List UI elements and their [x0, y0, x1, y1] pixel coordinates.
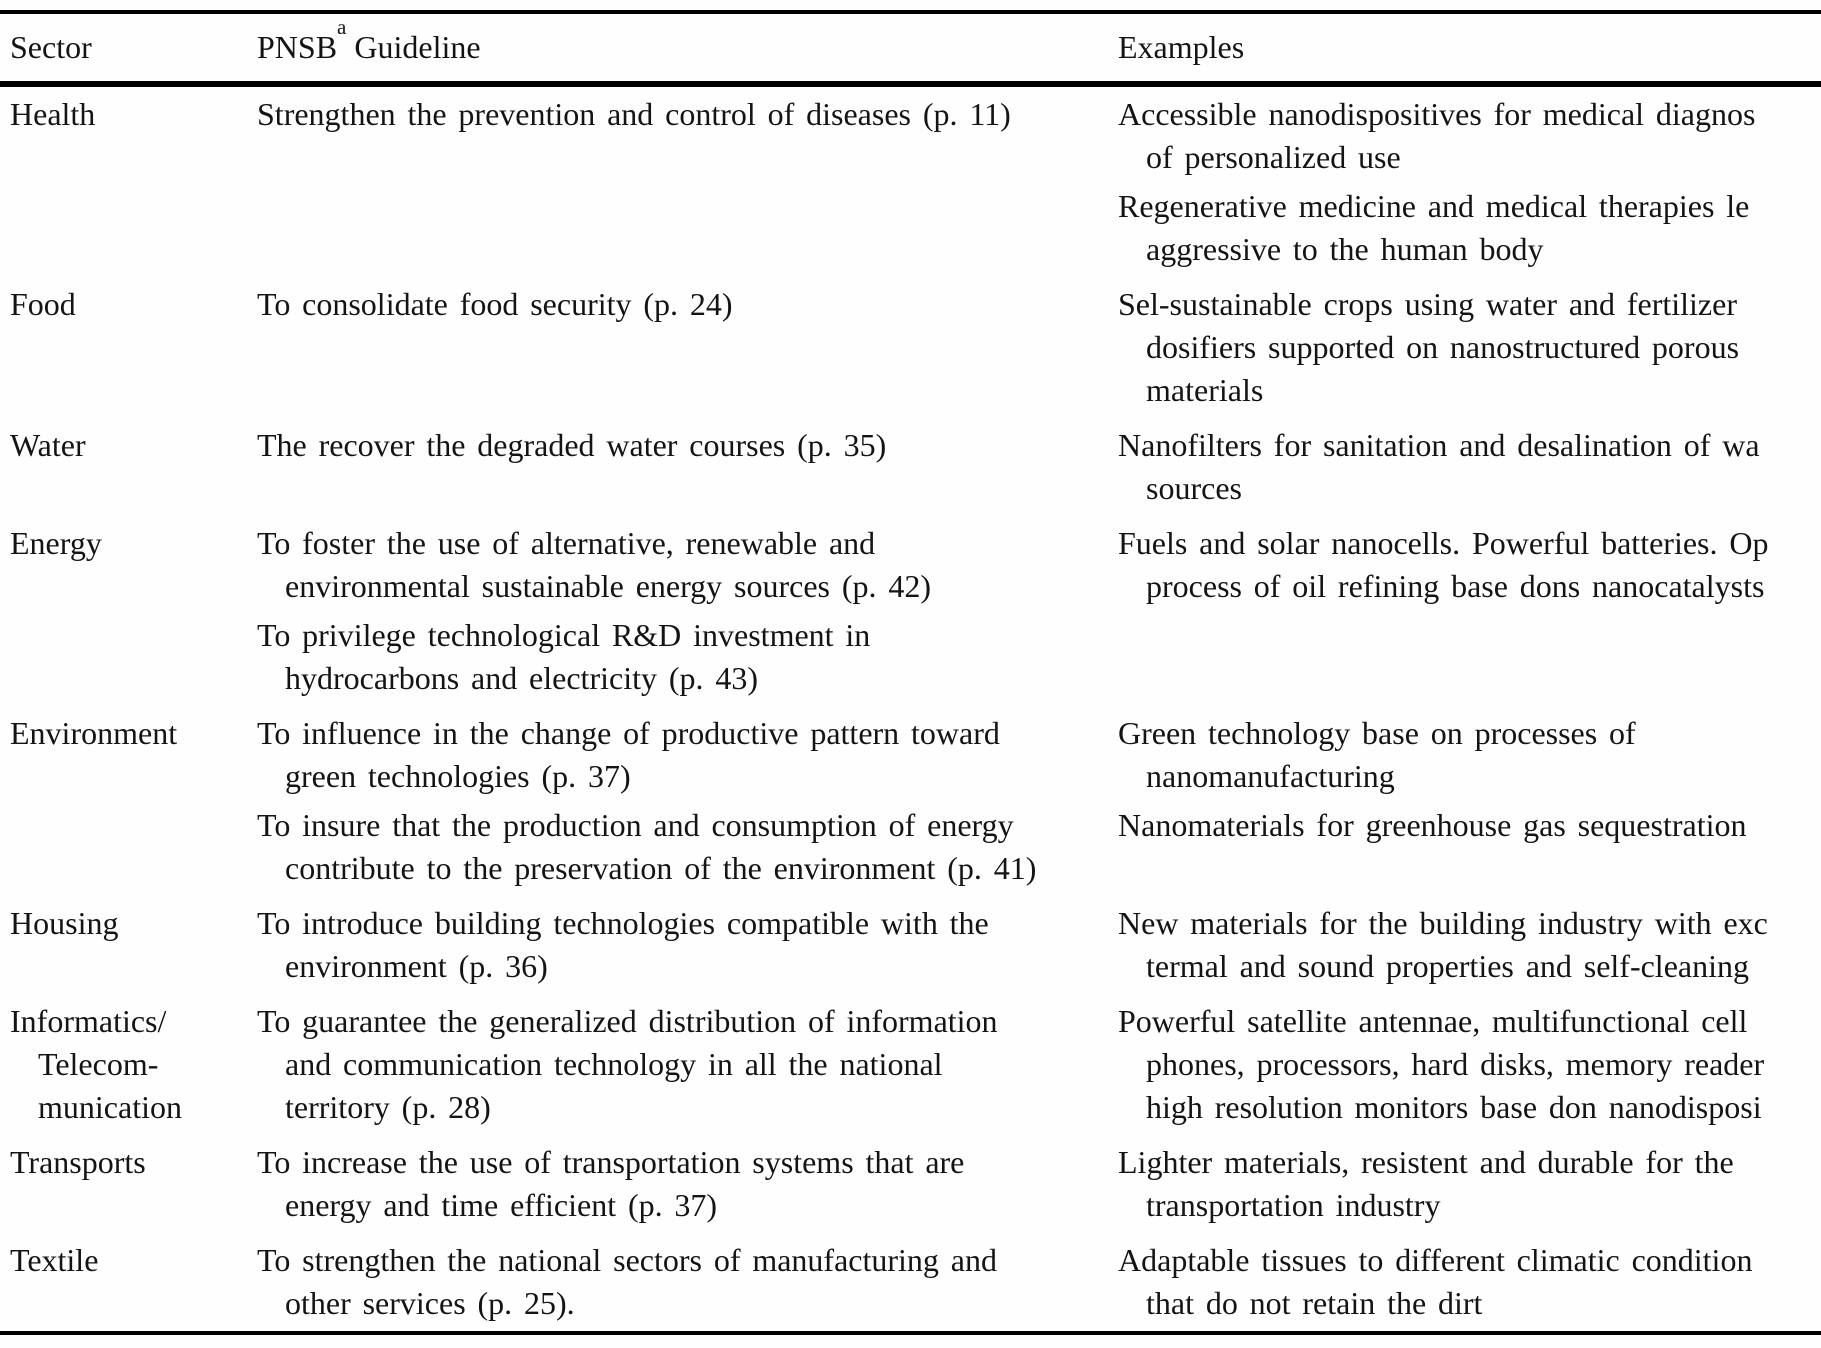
- text-line: Food: [10, 286, 76, 322]
- text-line: territory (p. 28): [285, 1089, 491, 1125]
- examples-cell: [1118, 1233, 1821, 1333]
- text-line: To introduce building technologies compatible with the: [257, 905, 989, 941]
- header-label-guideline-after: Guideline: [346, 29, 481, 65]
- paragraph: [257, 614, 1118, 700]
- examples-cell: [1118, 418, 1821, 516]
- paragraph: [257, 283, 1118, 326]
- examples-cell: [1118, 994, 1821, 1135]
- examples-cell: [1118, 84, 1821, 277]
- text-line: termal and sound properties and self-cleaning: [1146, 948, 1749, 984]
- paragraph: [257, 712, 1118, 798]
- table-row: [0, 418, 1821, 516]
- sector-cell: [0, 706, 257, 896]
- paragraph: [1118, 712, 1821, 798]
- text-line: dosifiers supported on nanostructured porous: [1146, 329, 1740, 365]
- text-line: Environment: [10, 715, 178, 751]
- header-label-guideline: PNSB: [257, 29, 338, 65]
- text-line: Lighter materials, resistent and durable for the: [1118, 1144, 1734, 1180]
- text-line: Nanomaterials for greenhouse gas sequestration: [1118, 807, 1747, 843]
- text-line: process of oil refining base dons nanocatalysts: [1146, 568, 1765, 604]
- paragraph: [257, 1000, 1118, 1129]
- text-line: phones, processors, hard disks, memory reader: [1146, 1046, 1765, 1082]
- pnsb-guidelines-table: [0, 10, 1821, 1335]
- paragraph: [1118, 522, 1821, 608]
- text-line: Sel-sustainable crops using water and fertilizer: [1118, 286, 1737, 322]
- guideline-cell: [257, 1135, 1118, 1233]
- paragraph: [257, 522, 1118, 608]
- text-line: Accessible nanodispositives for medical diagnos: [1118, 96, 1756, 132]
- table-row: [0, 1135, 1821, 1233]
- table-row: [0, 706, 1821, 896]
- text-line: Informatics/: [10, 1003, 167, 1039]
- text-line: Green technology base on processes of: [1118, 715, 1636, 751]
- text-line: New materials for the building industry with exc: [1118, 905, 1768, 941]
- examples-cell: [1118, 1135, 1821, 1233]
- guideline-cell: [257, 418, 1118, 516]
- paragraph: [1118, 1000, 1821, 1129]
- text-line: To foster the use of alternative, renewable and: [257, 525, 876, 561]
- table-row: [0, 1233, 1821, 1333]
- text-line: sources: [1146, 470, 1242, 506]
- examples-cell: [1118, 896, 1821, 994]
- guideline-cell: [257, 1233, 1118, 1333]
- text-line: green technologies (p. 37): [285, 758, 631, 794]
- examples-cell: [1118, 277, 1821, 418]
- text-line: energy and time efficient (p. 37): [285, 1187, 718, 1223]
- text-line: hydrocarbons and electricity (p. 43): [285, 660, 758, 696]
- text-line: Telecom-: [38, 1046, 159, 1082]
- guideline-cell: [257, 277, 1118, 418]
- paragraph: [1118, 1141, 1821, 1227]
- text-line: To influence in the change of productive pattern toward: [257, 715, 1000, 751]
- column-header-guideline: [257, 12, 1118, 84]
- sector-cell: [0, 277, 257, 418]
- column-header-sector: [0, 12, 257, 84]
- text-line: To guarantee the generalized distribution of information: [257, 1003, 998, 1039]
- text-line: high resolution monitors base don nanodisposi: [1146, 1089, 1762, 1125]
- text-line: To privilege technological R&D investment in: [257, 617, 871, 653]
- paragraph: [1118, 804, 1821, 847]
- text-line: To increase the use of transportation systems that are: [257, 1144, 965, 1180]
- text-line: Energy: [10, 525, 102, 561]
- table-row: [0, 277, 1821, 418]
- table-row: [0, 84, 1821, 277]
- paragraph: [1118, 93, 1821, 179]
- text-line: that do not retain the dirt: [1146, 1285, 1483, 1321]
- table-row: [0, 896, 1821, 994]
- sector-cell: [0, 1233, 257, 1333]
- guideline-cell: [257, 84, 1118, 277]
- guideline-cell: [257, 516, 1118, 706]
- paragraph: [257, 804, 1118, 890]
- sector-cell: [0, 1135, 257, 1233]
- sector-cell: [0, 516, 257, 706]
- sector-cell: [0, 994, 257, 1135]
- guideline-cell: [257, 706, 1118, 896]
- text-line: aggressive to the human body: [1146, 231, 1544, 267]
- text-line: Adaptable tissues to different climatic condition: [1118, 1242, 1753, 1278]
- paragraph: [257, 93, 1118, 136]
- text-line: Regenerative medicine and medical therapies le: [1118, 188, 1750, 224]
- text-line: munication: [38, 1089, 182, 1125]
- examples-cell: [1118, 706, 1821, 896]
- text-line: Housing: [10, 905, 119, 941]
- text-line: nanomanufacturing: [1146, 758, 1395, 794]
- paragraph: [1118, 1239, 1821, 1325]
- text-line: Nanofilters for sanitation and desalination of wa: [1118, 427, 1760, 463]
- text-line: materials: [1146, 372, 1264, 408]
- text-line: Textile: [10, 1242, 99, 1278]
- footnote-marker-a: a: [337, 15, 347, 40]
- text-line: and communication technology in all the national: [285, 1046, 943, 1082]
- sector-cell: [0, 84, 257, 277]
- text-line: To consolidate food security (p. 24): [257, 286, 733, 322]
- text-line: other services (p. 25).: [285, 1285, 575, 1321]
- text-line: environmental sustainable energy sources (p. 42): [285, 568, 931, 604]
- guideline-cell: [257, 994, 1118, 1135]
- table-row: [0, 994, 1821, 1135]
- text-line: transportation industry: [1146, 1187, 1441, 1223]
- text-line: To strengthen the national sectors of manufacturing and: [257, 1242, 997, 1278]
- text-line: Transports: [10, 1144, 146, 1180]
- text-line: The recover the degraded water courses (p. 35): [257, 427, 887, 463]
- text-line: Strengthen the prevention and control of diseases (p. 11): [257, 96, 1011, 132]
- paragraph: [1118, 185, 1821, 271]
- header-row: [0, 12, 1821, 84]
- sector-cell: [0, 418, 257, 516]
- guideline-cell: [257, 896, 1118, 994]
- paragraph: [257, 1141, 1118, 1227]
- paragraph: [257, 1239, 1118, 1325]
- examples-cell: [1118, 516, 1821, 706]
- paragraph: [257, 902, 1118, 988]
- paragraph: [1118, 424, 1821, 510]
- paragraph: [257, 424, 1118, 467]
- text-line: of personalized use: [1146, 139, 1401, 175]
- text-line: Fuels and solar nanocells. Powerful batteries. Op: [1118, 525, 1769, 561]
- table-row: [0, 516, 1821, 706]
- text-line: contribute to the preservation of the environment (p. 41): [285, 850, 1037, 886]
- column-header-examples: [1118, 12, 1821, 84]
- text-line: To insure that the production and consumption of energy: [257, 807, 1014, 843]
- text-line: Powerful satellite antennae, multifunctional cell: [1118, 1003, 1748, 1039]
- text-line: environment (p. 36): [285, 948, 548, 984]
- text-line: Health: [10, 96, 96, 132]
- paragraph: [1118, 283, 1821, 412]
- text-line: Water: [10, 427, 86, 463]
- header-label-sector: Sector: [10, 29, 92, 65]
- sector-cell: [0, 896, 257, 994]
- header-label-examples: Examples: [1118, 29, 1245, 65]
- paragraph: [1118, 902, 1821, 988]
